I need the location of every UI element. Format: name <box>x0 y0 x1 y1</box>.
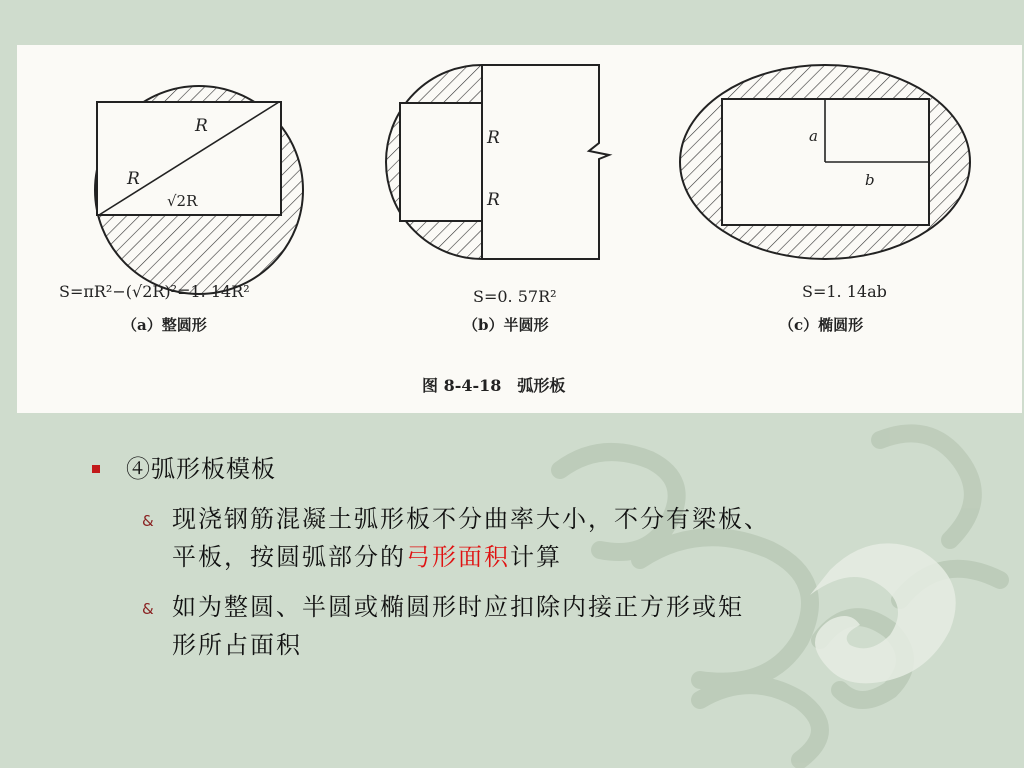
link-bullet-icon: & <box>142 512 154 530</box>
link-bullet-icon: & <box>142 600 154 618</box>
formula-b: S=0. 57R² <box>473 287 557 306</box>
item1-highlight: 弓形面积 <box>406 543 510 571</box>
item2-line2: 形所占面积 <box>172 631 302 659</box>
label-r-b-lower: R <box>487 190 500 210</box>
caption-a: （a）整圆形 <box>122 316 207 334</box>
item1-text-part3: 计算 <box>510 543 562 571</box>
label-r-b-upper: R <box>487 128 500 148</box>
caption-b: （b）半圆形 <box>463 316 549 334</box>
item2-line1: 如为整圆、半圆或椭圆形时应扣除内接正方形或矩 <box>172 593 744 621</box>
bullet-item-1 <box>172 500 972 576</box>
item1-text-part2: 平板，按圆弧部分的 <box>172 543 406 571</box>
figure-title: 图 8-4-18 弧形板 <box>422 376 566 395</box>
slide-heading: ④弧形板模板 <box>126 455 276 483</box>
label-b: b <box>865 171 875 189</box>
formula-c: S=1. 14ab <box>802 282 887 301</box>
square-bullet-icon <box>92 465 100 473</box>
caption-c: （c）椭圆形 <box>779 316 864 334</box>
formula-a: S=πR²−(√2R)²=1. 14R² <box>59 282 250 301</box>
label-r-upper: R <box>195 116 208 136</box>
bullet-item-2 <box>172 588 972 664</box>
label-r-lower: R <box>127 169 140 189</box>
item1-text-part1: 现浇钢筋混凝土弧形板不分曲率大小，不分有梁板、 <box>172 505 770 533</box>
label-sqrt2r: √2R <box>167 192 198 210</box>
label-a: a <box>809 127 818 145</box>
